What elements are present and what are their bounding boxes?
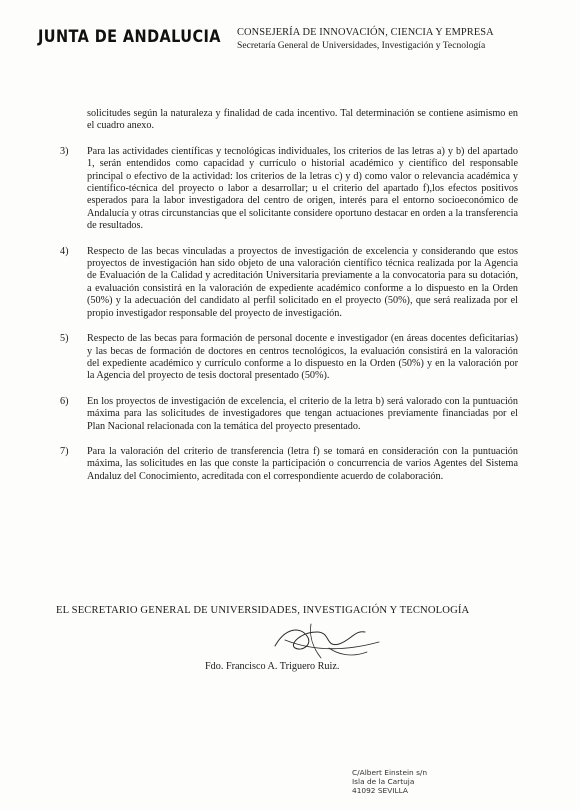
list-item-number: 5)	[60, 333, 69, 345]
list-item	[60, 333, 518, 383]
footer-address	[352, 768, 427, 795]
department-subname: Secretaría General de Universidades, Investigación y Tecnología	[237, 40, 486, 51]
list-item-number: 7)	[60, 445, 69, 457]
list-item-number: 6)	[60, 395, 69, 407]
list-item-number: 4)	[60, 245, 69, 257]
list-item	[60, 246, 518, 320]
document-body	[60, 108, 518, 483]
signer-name: Fdo. Francisco A. Triguero Ruiz.	[205, 661, 340, 672]
list-item-text: Para las actividades científicas y tecnológicas individuales, los criterios de las letras a) y b) del apartado 1, serán entendidos como capacidad y currículo o historial académico y científico del responsable principal o efectivo de la actividad: los criterios de la letras c) y d) como valor o relevancia académica y científico-técnica del proyecto o labor a desarrollar; u el criterio del apartado f),los efectos positivos esperados para la labor investigadora del centro de origen, interés para el entorno socioeconómico de Andalucía y otras circunstancias que el solicitante considere oportuno destacar en orden a la transferencia de resultados.	[87, 145, 518, 232]
list-item	[60, 396, 518, 433]
list-item-text: Respecto de las becas vinculadas a proyectos de investigación de excelencia y considerando que estos proyectos de investigación han sido objeto de una valoración científico técnica realizada por la Agencia de Evaluación de la Calidad y acreditación Universitaria previamente a la convocatoria para su dotación, a evaluación consistirá en la valoración de expediente académico conforme a lo dispuesto en la Orden (50%) y la adecuación del candidato al perfil solicitado en el proyecto (50%), que será realizada por el propio investigador responsable del proyecto de investigación.	[87, 245, 518, 319]
list-item-text: Respecto de las becas para formación de personal docente e investigador (en áreas docentes deficitarias) y las becas de formación de doctores en centros tecnológicos, la evaluación consistirá en la valoración del expediente académico y currículo conforme a lo dispuesto en la Orden (50%) y en la valoración por la Agencia del proyecto de tesis doctoral presentado (50%).	[87, 333, 518, 382]
address-line-city: 41092 SEVILLA	[352, 786, 408, 795]
list-item	[60, 446, 518, 483]
intro-paragraph: solicitudes según la naturaleza y finalidad de cada incentivo. Tal determinación se contiene asimismo en el cuadro anexo.	[87, 108, 518, 132]
list-item-text: Para la valoración del criterio de transferencia (letra f) se tomará en consideración con la puntuación máxima, las solicitudes en las que conste la participación o concurrencia de varios Agentes del Sistema Andaluz del Conocimiento, acreditada con el correspondiente acuerdo de colaboración.	[87, 445, 518, 482]
address-line-street: C/Albert Einstein s/n	[352, 768, 428, 777]
address-line-area: Isla de la Cartuja	[352, 777, 415, 786]
signatory-title: EL SECRETARIO GENERAL DE UNIVERSIDADES, INVESTIGACIÓN Y TECNOLOGÍA	[56, 605, 470, 616]
department-header	[237, 26, 557, 52]
list-item	[60, 146, 518, 233]
list-item-number: 3)	[60, 145, 69, 157]
department-name: CONSEJERÍA DE INNOVACIÓN, CIENCIA Y EMPRESA	[237, 27, 494, 38]
list-item-text: En los proyectos de investigación de excelencia, el criterio de la letra b) será valorado con la puntuación máxima para las solicitudes de investigadores que tengan actuaciones previamente financiadas por el Plan Nacional relacionada con la temática del proyecto presentado.	[87, 395, 518, 432]
junta-de-andalucia-logo: JUNTA DE ANDALUCIA	[38, 28, 221, 47]
